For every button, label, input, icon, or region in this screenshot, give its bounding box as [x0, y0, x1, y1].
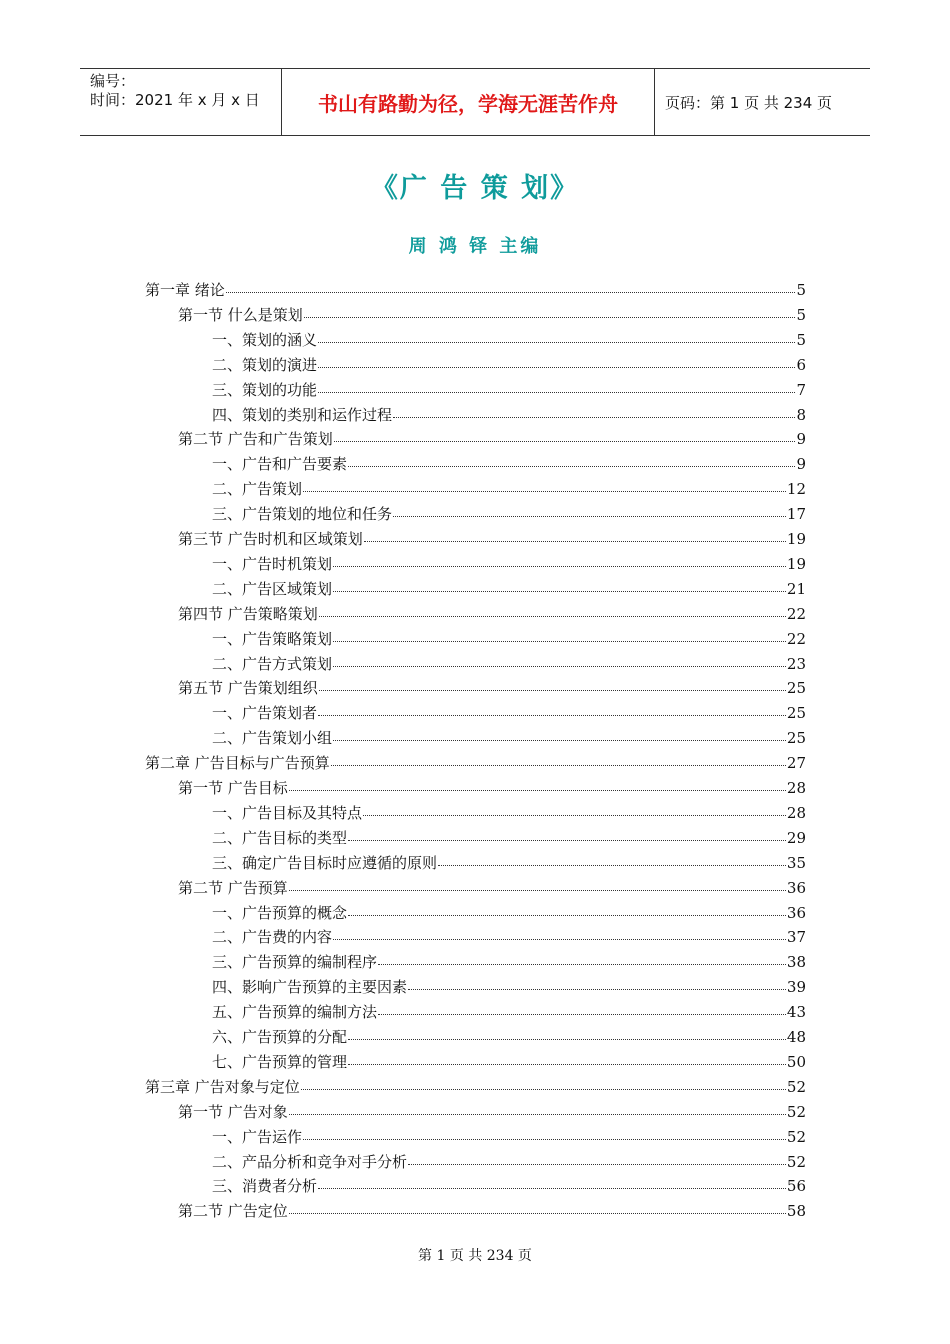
toc-entry-page: 25 — [786, 729, 806, 748]
toc-entry-page: 48 — [786, 1028, 806, 1046]
toc-entry[interactable] — [145, 278, 806, 302]
toc-entry-label: 一、广告策划者 — [212, 704, 318, 723]
toc-leader-dots — [333, 627, 786, 642]
document-title: 《广 告 策 划》 — [370, 173, 580, 204]
toc-entry-page: 52 — [786, 1152, 806, 1171]
toc-leader-dots — [318, 378, 795, 393]
toc-entry-label: 三、消费者分析 — [212, 1177, 318, 1196]
toc-entry-label: 五、广告预算的编制方法 — [212, 1003, 378, 1022]
toc-entry[interactable] — [212, 701, 806, 725]
toc-entry-page: 5 — [796, 281, 806, 299]
toc-entry-page: 36 — [786, 878, 806, 897]
page-header — [80, 68, 870, 136]
toc-leader-dots — [289, 1199, 786, 1214]
toc-entry[interactable] — [212, 726, 806, 750]
toc-entry-label: 第三节 广告时机和区域策划 — [178, 530, 363, 548]
toc-entry[interactable] — [212, 801, 806, 825]
toc-entry-page: 9 — [796, 455, 806, 474]
toc-entry-page: 22 — [786, 629, 806, 648]
toc-leader-dots — [331, 751, 786, 766]
toc-entry[interactable] — [178, 527, 806, 551]
toc-leader-dots — [333, 652, 786, 667]
toc-entry-label: 一、广告和广告要素 — [212, 455, 348, 474]
toc-entry[interactable] — [212, 477, 806, 501]
toc-leader-dots — [334, 427, 796, 442]
toc-entry[interactable] — [212, 1050, 806, 1074]
toc-leader-dots — [333, 925, 786, 940]
toc-entry-page: 36 — [786, 903, 806, 922]
toc-entry[interactable] — [212, 652, 806, 676]
toc-entry-label: 第一节 广告目标 — [178, 779, 288, 797]
toc-entry-page: 52 — [786, 1077, 806, 1096]
toc-leader-dots — [303, 477, 786, 492]
toc-entry-label: 二、广告目标的类型 — [212, 828, 348, 847]
toc-leader-dots — [319, 602, 786, 617]
toc-entry[interactable] — [212, 1025, 806, 1049]
toc-entry-page: 6 — [796, 355, 806, 374]
toc-leader-dots — [304, 303, 796, 318]
toc-entry[interactable] — [178, 876, 806, 900]
toc-entry-label: 二、策划的演进 — [212, 355, 318, 374]
toc-entry-label: 四、策划的类别和运作过程 — [212, 405, 393, 424]
toc-leader-dots — [393, 502, 786, 517]
toc-entry-page: 7 — [796, 380, 806, 399]
toc-entry-label: 第一节 什么是策划 — [178, 305, 303, 324]
toc-entry-page: 17 — [786, 505, 806, 524]
toc-entry-label: 一、广告目标及其特点 — [212, 803, 363, 822]
toc-entry[interactable] — [212, 1125, 806, 1149]
toc-entry-page: 50 — [786, 1052, 806, 1071]
toc-leader-dots — [318, 328, 795, 343]
toc-entry-label: 三、广告策划的地位和任务 — [212, 505, 393, 524]
toc-entry[interactable] — [212, 353, 806, 377]
toc-entry-label: 二、广告策划 — [212, 480, 303, 499]
toc-entry-page: 25 — [786, 704, 806, 723]
toc-entry-page: 52 — [786, 1102, 806, 1121]
toc-entry-label: 六、广告预算的分配 — [212, 1028, 348, 1046]
toc-entry-label: 第二节 广告和广告策划 — [178, 430, 333, 449]
toc-entry-label: 二、广告策划小组 — [212, 729, 333, 748]
toc-entry-page: 58 — [786, 1202, 806, 1221]
toc-entry[interactable] — [212, 901, 806, 925]
toc-entry-page: 22 — [786, 604, 806, 623]
toc-entry-page: 19 — [786, 530, 806, 548]
toc-entry-page: 39 — [786, 978, 806, 997]
toc-entry[interactable] — [212, 1000, 806, 1024]
toc-leader-dots — [348, 452, 795, 467]
toc-leader-dots — [378, 950, 786, 965]
toc-leader-dots — [348, 826, 786, 841]
toc-entry-label: 第五节 广告策划组织 — [178, 679, 318, 698]
toc-entry[interactable] — [212, 826, 806, 850]
toc-entry-page: 19 — [786, 554, 806, 573]
toc-entry-label: 第二节 广告定位 — [178, 1202, 288, 1221]
toc-leader-dots — [289, 776, 786, 791]
toc-entry-page: 43 — [786, 1003, 806, 1022]
toc-entry-page: 35 — [786, 853, 806, 872]
toc-leader-dots — [289, 1100, 786, 1115]
code-label: 编号： — [90, 72, 136, 90]
toc-entry[interactable] — [178, 776, 806, 800]
toc-entry-label: 一、广告策略策划 — [212, 629, 333, 648]
toc-leader-dots — [408, 1150, 786, 1165]
toc-entry[interactable] — [145, 751, 806, 775]
toc-entry-label: 三、广告预算的编制程序 — [212, 953, 378, 972]
document-author: 周 鸿 铎 主编 — [408, 236, 542, 257]
toc-entry[interactable] — [212, 502, 806, 526]
toc-entry-label: 第四节 广告策略策划 — [178, 604, 318, 623]
toc-leader-dots — [363, 801, 786, 816]
toc-entry-label: 一、广告时机策划 — [212, 554, 333, 573]
toc-entry-label: 四、影响广告预算的主要因素 — [212, 978, 408, 997]
toc-entry-label: 一、广告运作 — [212, 1127, 303, 1146]
toc-leader-dots — [318, 701, 786, 716]
toc-leader-dots — [333, 552, 786, 567]
toc-entry[interactable] — [212, 1150, 806, 1174]
toc-leader-dots — [364, 527, 786, 542]
toc-leader-dots — [318, 353, 795, 368]
toc-leader-dots — [303, 1125, 786, 1140]
toc-entry-label: 三、确定广告目标时应遵循的原则 — [212, 853, 438, 872]
toc-entry[interactable] — [178, 303, 806, 327]
toc-entry-page: 37 — [786, 928, 806, 947]
toc-leader-dots — [289, 876, 786, 891]
toc-leader-dots — [438, 851, 786, 866]
toc-entry-page: 52 — [786, 1127, 806, 1146]
toc-leader-dots — [348, 1025, 786, 1040]
toc-entry[interactable] — [145, 1075, 806, 1099]
toc-entry[interactable] — [212, 627, 806, 651]
toc-entry[interactable] — [212, 328, 806, 352]
toc-leader-dots — [378, 1000, 786, 1015]
toc-entry[interactable] — [212, 378, 806, 402]
toc-entry-label: 第一节 广告对象 — [178, 1102, 288, 1121]
toc-entry-label: 二、广告方式策划 — [212, 654, 333, 673]
toc-entry-page: 29 — [786, 828, 806, 847]
toc-entry[interactable] — [178, 676, 806, 700]
toc-entry-page: 38 — [786, 953, 806, 972]
toc-entry[interactable] — [212, 851, 806, 875]
header-page-info: 页码：第 1 页 共 234 页 — [665, 93, 833, 112]
toc-entry-page: 21 — [786, 579, 806, 598]
toc-entry-label: 七、广告预算的管理 — [212, 1052, 348, 1071]
toc-entry-page: 27 — [786, 754, 806, 773]
toc-entry-page: 5 — [796, 305, 806, 324]
toc-entry[interactable] — [212, 577, 806, 601]
toc-entry-page: 9 — [796, 430, 806, 449]
toc-leader-dots — [393, 403, 795, 418]
toc-leader-dots — [333, 577, 786, 592]
header-motto: 书山有路勤为径，学海无涯苦作舟 — [282, 69, 655, 135]
toc-entry[interactable] — [212, 552, 806, 576]
toc-entry[interactable] — [212, 1174, 806, 1198]
toc-entry-page: 8 — [796, 405, 806, 424]
toc-leader-dots — [348, 1050, 786, 1065]
toc-leader-dots — [301, 1075, 786, 1090]
toc-entry-page: 28 — [786, 779, 806, 797]
toc-entry-label: 第三章 广告对象与定位 — [145, 1077, 300, 1096]
toc-entry-label: 二、广告费的内容 — [212, 928, 333, 947]
toc-entry-label: 第二节 广告预算 — [178, 878, 288, 897]
toc-entry-page: 25 — [786, 679, 806, 698]
toc-entry[interactable] — [178, 1199, 806, 1223]
toc-entry-page: 56 — [786, 1177, 806, 1196]
time-label: 时间：2021 年 x 月 x 日 — [90, 91, 260, 109]
toc-entry-page: 23 — [786, 654, 806, 673]
toc-entry-label: 二、产品分析和竞争对手分析 — [212, 1152, 408, 1171]
toc-leader-dots — [318, 1174, 786, 1189]
toc-entry[interactable] — [212, 452, 806, 476]
toc-entry-label: 一、策划的涵义 — [212, 330, 318, 349]
toc-entry-label: 一、广告预算的概念 — [212, 903, 348, 922]
toc-leader-dots — [333, 726, 786, 741]
toc-entry[interactable] — [178, 602, 806, 626]
toc-leader-dots — [319, 676, 786, 691]
toc-entry[interactable] — [178, 1100, 806, 1124]
toc-entry-page: 28 — [786, 803, 806, 822]
toc-entry[interactable] — [178, 427, 806, 451]
header-meta — [80, 69, 282, 135]
toc-entry-label: 三、策划的功能 — [212, 380, 318, 399]
toc-entry[interactable] — [212, 925, 806, 949]
toc-entry[interactable] — [212, 403, 806, 427]
toc-entry-label: 二、广告区域策划 — [212, 579, 333, 598]
toc-entry[interactable] — [212, 950, 806, 974]
toc-leader-dots — [408, 975, 786, 990]
toc-entry[interactable] — [212, 975, 806, 999]
toc-leader-dots — [348, 901, 786, 916]
page-footer: 第 1 页 共 234 页 — [418, 1248, 532, 1264]
toc-entry-label: 第二章 广告目标与广告预算 — [145, 754, 330, 773]
toc-entry-label: 第一章 绪论 — [145, 281, 225, 299]
toc-entry-page: 5 — [796, 330, 806, 349]
toc-entry-page: 12 — [786, 480, 806, 499]
toc-leader-dots — [226, 278, 796, 293]
